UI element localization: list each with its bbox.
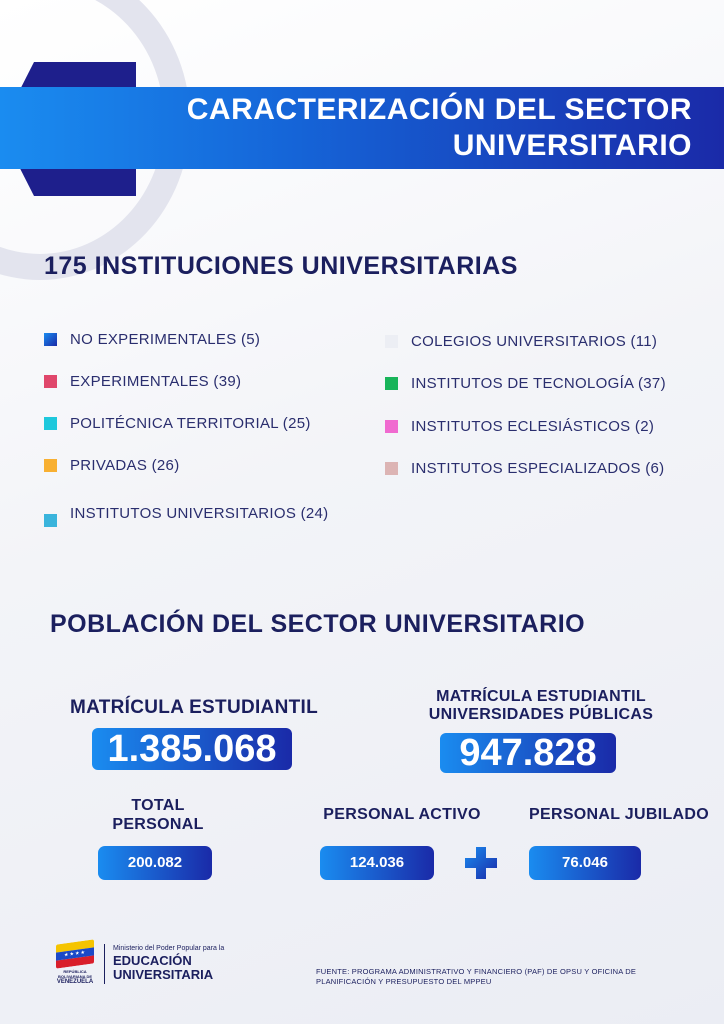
page-title-line1: CARACTERIZACIÓN DEL SECTOR — [186, 93, 692, 126]
personal-activo-value: 124.036 — [320, 846, 434, 880]
legend-item-institutos-especializados — [385, 460, 664, 477]
venezuela-flag-block — [54, 942, 96, 985]
venezuela-flag-icon: ★★★★ — [56, 939, 94, 968]
source-note: FUENTE: PROGRAMA ADMINISTRATIVO Y FINANCIERO (PAF) DE OPSU Y OFICINA DE PLANIFICACIÓN Y PRESUPUESTO DEL MPPEU — [316, 967, 637, 986]
matricula-publicas-label-line1: MATRÍCULA ESTUDIANTIL — [436, 688, 646, 705]
legend-item-no-experimentales — [44, 331, 260, 348]
legend-label: NO EXPERIMENTALES (5) — [70, 331, 261, 348]
plus-icon — [463, 845, 499, 881]
legend-swatch — [385, 462, 398, 475]
legend-swatch — [44, 375, 57, 388]
legend-swatch — [385, 335, 398, 348]
population-heading: POBLACIÓN DEL SECTOR UNIVERSITARIO — [50, 610, 586, 638]
legend-item-institutos-eclesiasticos — [385, 418, 654, 435]
legend-swatch — [385, 377, 398, 390]
total-personal-label-line2: PERSONAL — [112, 816, 204, 833]
ministry-edu-line2: UNIVERSITARIA — [113, 967, 214, 982]
legend-label: EXPERIMENTALES (39) — [70, 373, 242, 390]
legend-item-politecnica-territorial — [44, 415, 311, 432]
legend-label: COLEGIOS UNIVERSITARIOS (11) — [411, 333, 658, 350]
ministry-name: Ministerio del Poder Popular para la — [113, 945, 225, 952]
ministry-text — [113, 945, 224, 982]
legend-swatch — [44, 514, 57, 527]
legend-swatch — [44, 459, 57, 472]
total-personal-label — [96, 796, 220, 834]
matricula-label: MATRÍCULA ESTUDIANTIL — [70, 697, 318, 718]
legend-swatch — [385, 420, 398, 433]
legend-label: INSTITUTOS ECLESIÁSTICOS (2) — [411, 418, 655, 435]
matricula-publicas-label — [410, 688, 672, 724]
legend-item-experimentales — [44, 373, 241, 390]
personal-jubilado-value: 76.046 — [529, 846, 641, 880]
legend-item-institutos-tecnologia — [385, 375, 666, 392]
logo-divider — [104, 944, 105, 984]
legend-label: POLITÉCNICA TERRITORIAL (25) — [70, 415, 311, 432]
personal-activo-label: PERSONAL ACTIVO — [323, 806, 481, 823]
matricula-value: 1.385.068 — [92, 728, 292, 770]
institutions-heading: 175 INSTITUCIONES UNIVERSITARIAS — [44, 252, 518, 280]
legend-swatch — [44, 333, 57, 346]
personal-jubilado-label: PERSONAL JUBILADO — [529, 806, 709, 823]
legend-label: PRIVADAS (26) — [70, 457, 180, 474]
legend-swatch — [44, 417, 57, 430]
matricula-publicas-value: 947.828 — [440, 733, 616, 773]
ministry-logo — [54, 942, 224, 985]
total-personal-label-line1: TOTAL — [131, 797, 185, 814]
page-title-line2: UNIVERSITARIO — [452, 129, 692, 162]
legend-label: INSTITUTOS DE TECNOLOGÍA (37) — [411, 375, 666, 392]
ministry-edu-line1: EDUCACIÓN — [113, 953, 192, 968]
legend-item-colegios-universitarios — [385, 333, 657, 350]
legend-label: INSTITUTOS ESPECIALIZADOS (6) — [411, 460, 665, 477]
legend-item-privadas — [44, 457, 180, 474]
page-title — [52, 92, 692, 164]
flag-country: VENEZUELA — [56, 979, 94, 985]
matricula-publicas-label-line2: UNIVERSIDADES PÚBLICAS — [428, 706, 654, 723]
flag-caption: REPÚBLICA BOLIVARIANA DE — [58, 969, 92, 979]
total-personal-value: 200.082 — [98, 846, 212, 880]
legend-item-institutos-universitarios — [44, 500, 328, 527]
legend-label: INSTITUTOS UNIVERSITARIOS (24) — [70, 505, 329, 522]
